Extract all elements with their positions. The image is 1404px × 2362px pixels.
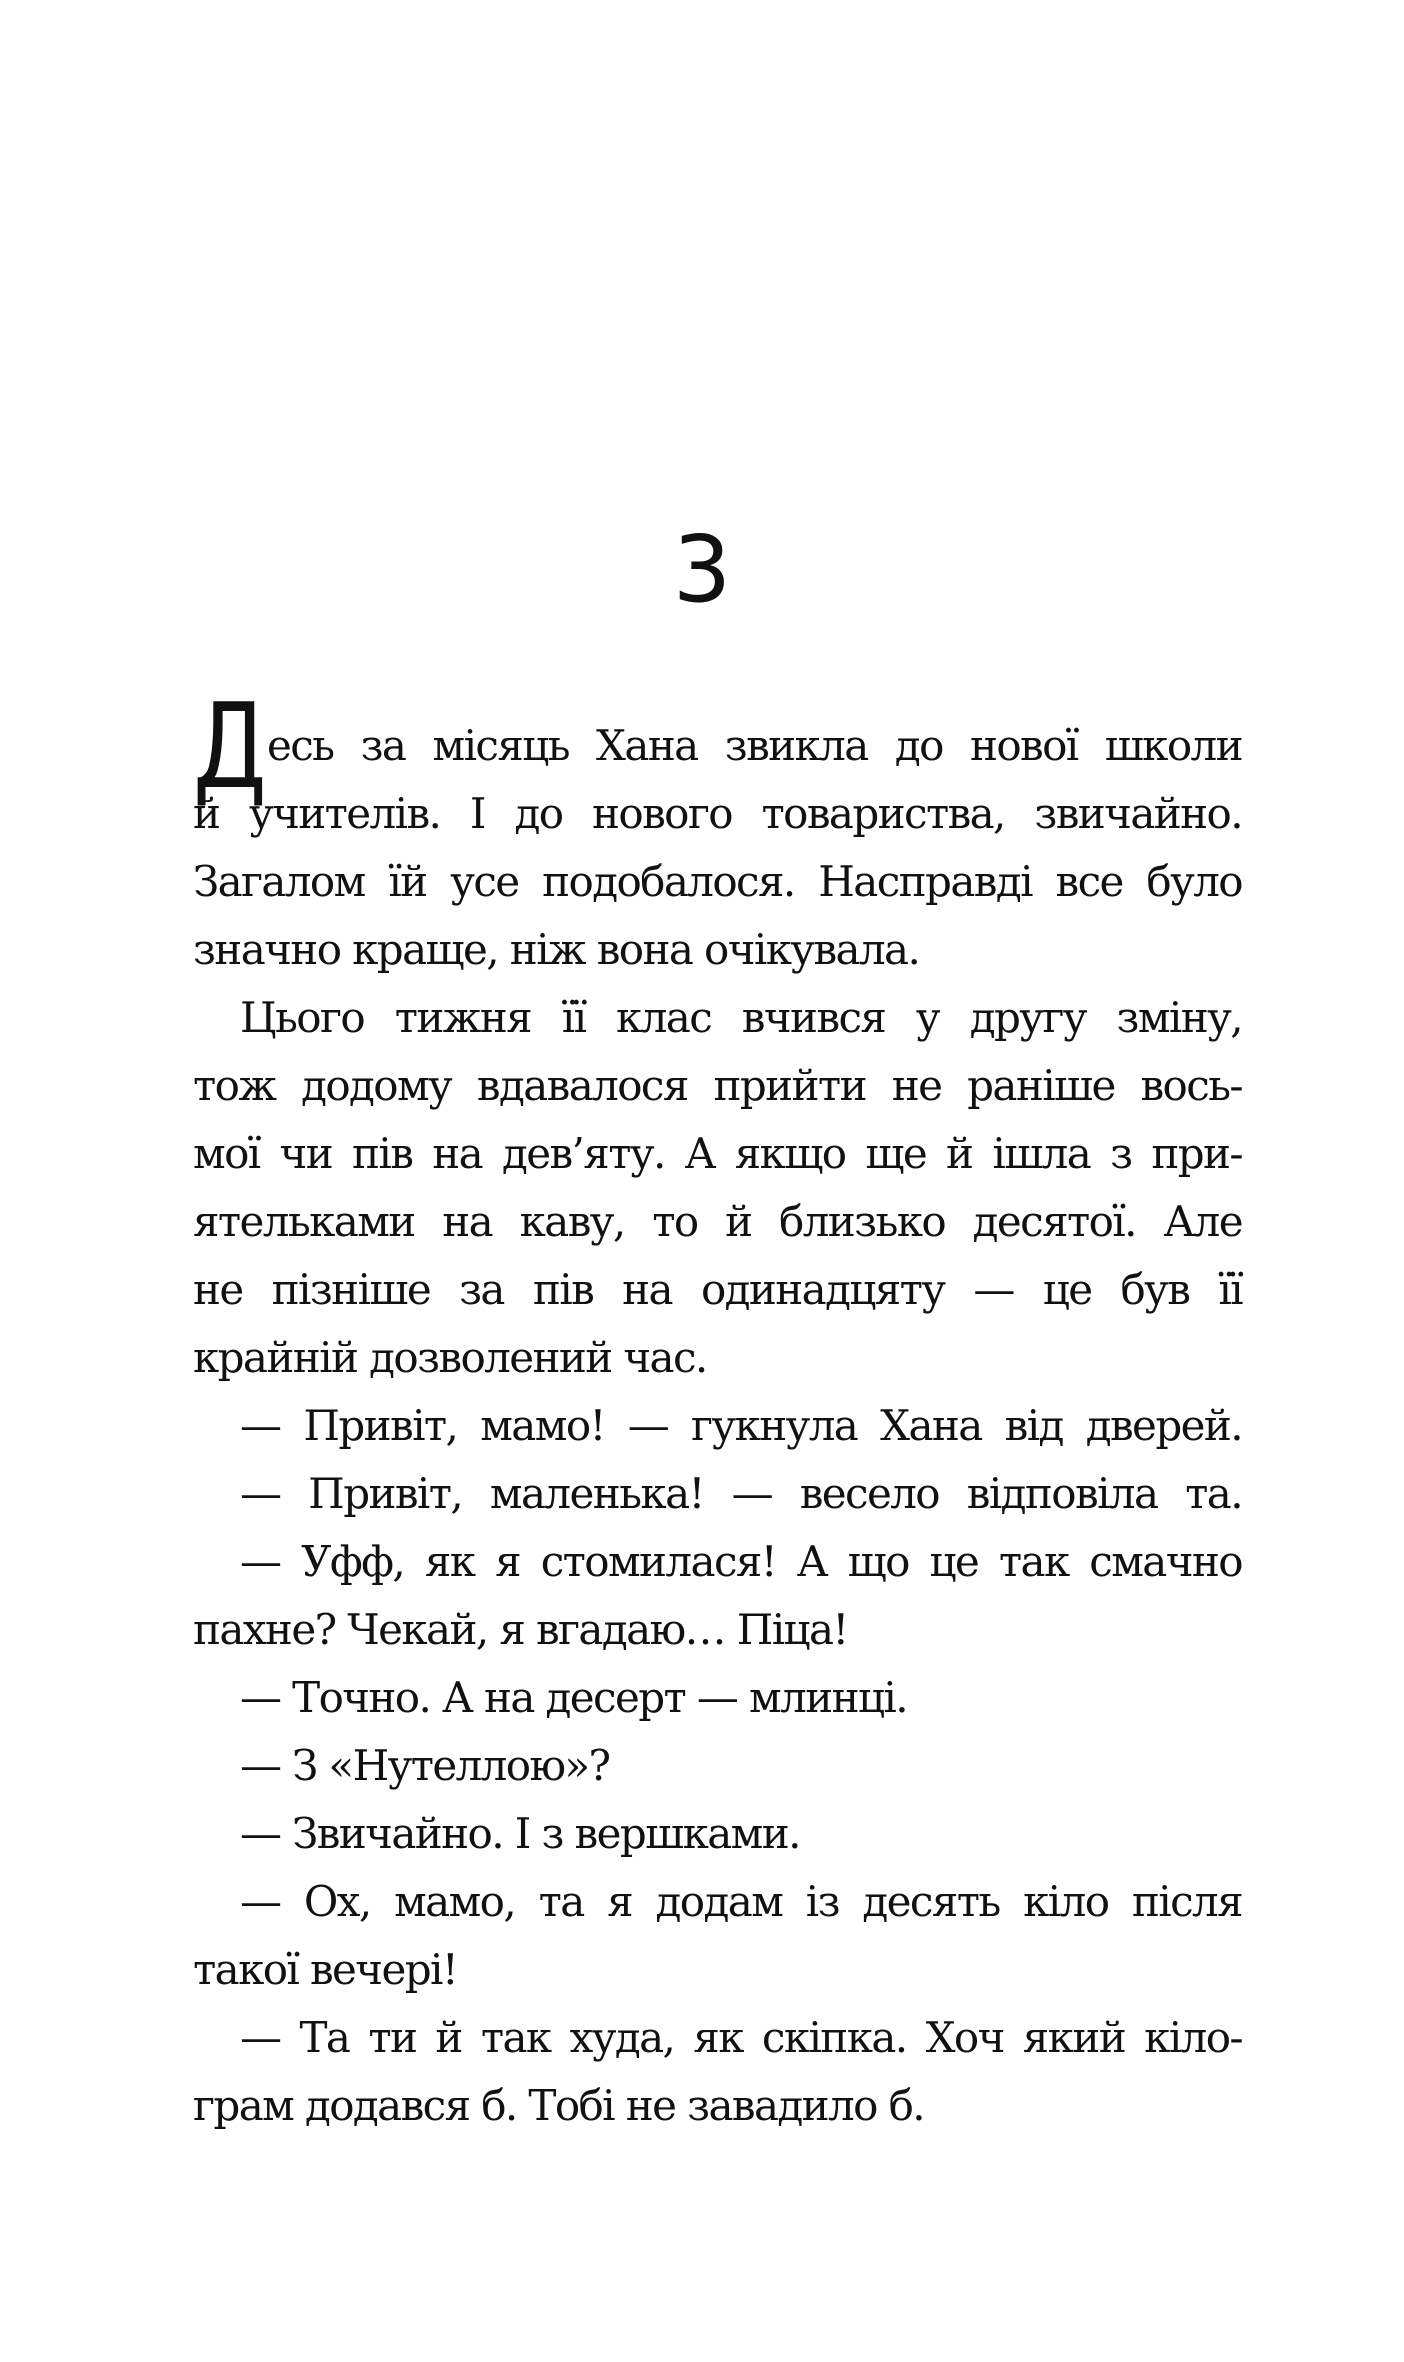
line-text: есь за місяць Хана звикла до нової школи — [267, 721, 1242, 770]
dialogue-line — [193, 1528, 1242, 1664]
text-line: Цього тижня її клас вчився у другу зміну, — [240, 993, 1242, 1042]
text-line: грам додався б. Тобі не завадило б. — [193, 2081, 925, 2130]
paragraph — [193, 677, 1242, 984]
text-line: Загалом їй усе подобалося. Насправді все було — [193, 857, 1242, 906]
dialogue-line — [193, 1664, 1242, 1732]
text-line: ятельками на каву, то й близько десятої. Але — [193, 1197, 1242, 1246]
dialogue-line — [193, 1868, 1242, 2004]
text-line: — Звичайно. І з вершками. — [240, 1809, 800, 1858]
text-line: й учителів. І до нового товариства, звичайно. — [193, 789, 1242, 838]
text-line: — Привіт, маленька! — весело відповіла та. — [240, 1469, 1242, 1518]
text-line: — Уфф, як я стомилася! А що це так смачно — [240, 1537, 1242, 1586]
text-line: значно краще, ніж вона очікувала. — [193, 925, 920, 974]
dialogue-line — [193, 1460, 1242, 1528]
text-line: крайній дозволений час. — [193, 1333, 707, 1382]
paragraph — [193, 984, 1242, 1392]
text-line: — Точно. А на десерт — млинці. — [240, 1673, 907, 1722]
dialogue-line — [193, 1732, 1242, 1800]
text-line: тож додому вдавалося прийти не раніше вось- — [193, 1061, 1242, 1110]
drop-cap: Д — [193, 677, 266, 815]
text-line: — З «Нутеллою»? — [240, 1741, 610, 1790]
chapter-number: 3 — [672, 516, 732, 623]
dialogue-line — [193, 1392, 1242, 1460]
text-line: — Та ти й так худа, як скіпка. Хоч який кіло- — [240, 2013, 1242, 2062]
chapter-text — [193, 677, 1242, 2140]
text-line: — Ох, мамо, та я додам із десять кіло після — [240, 1877, 1242, 1926]
text-line: такої вечері! — [193, 1945, 458, 1994]
dialogue-line — [193, 2004, 1242, 2140]
text-line: не пізніше за пів на одинадцяту — це був її — [193, 1265, 1242, 1314]
text-line: мої чи пів на дев’яту. А якщо ще й ішла з при- — [193, 1129, 1242, 1178]
dialogue-line — [193, 1800, 1242, 1868]
text-line: пахне? Чекай, я вгадаю… Піца! — [193, 1605, 848, 1654]
text-line: — Привіт, мамо! — гукнула Хана від дверей. — [240, 1401, 1242, 1450]
